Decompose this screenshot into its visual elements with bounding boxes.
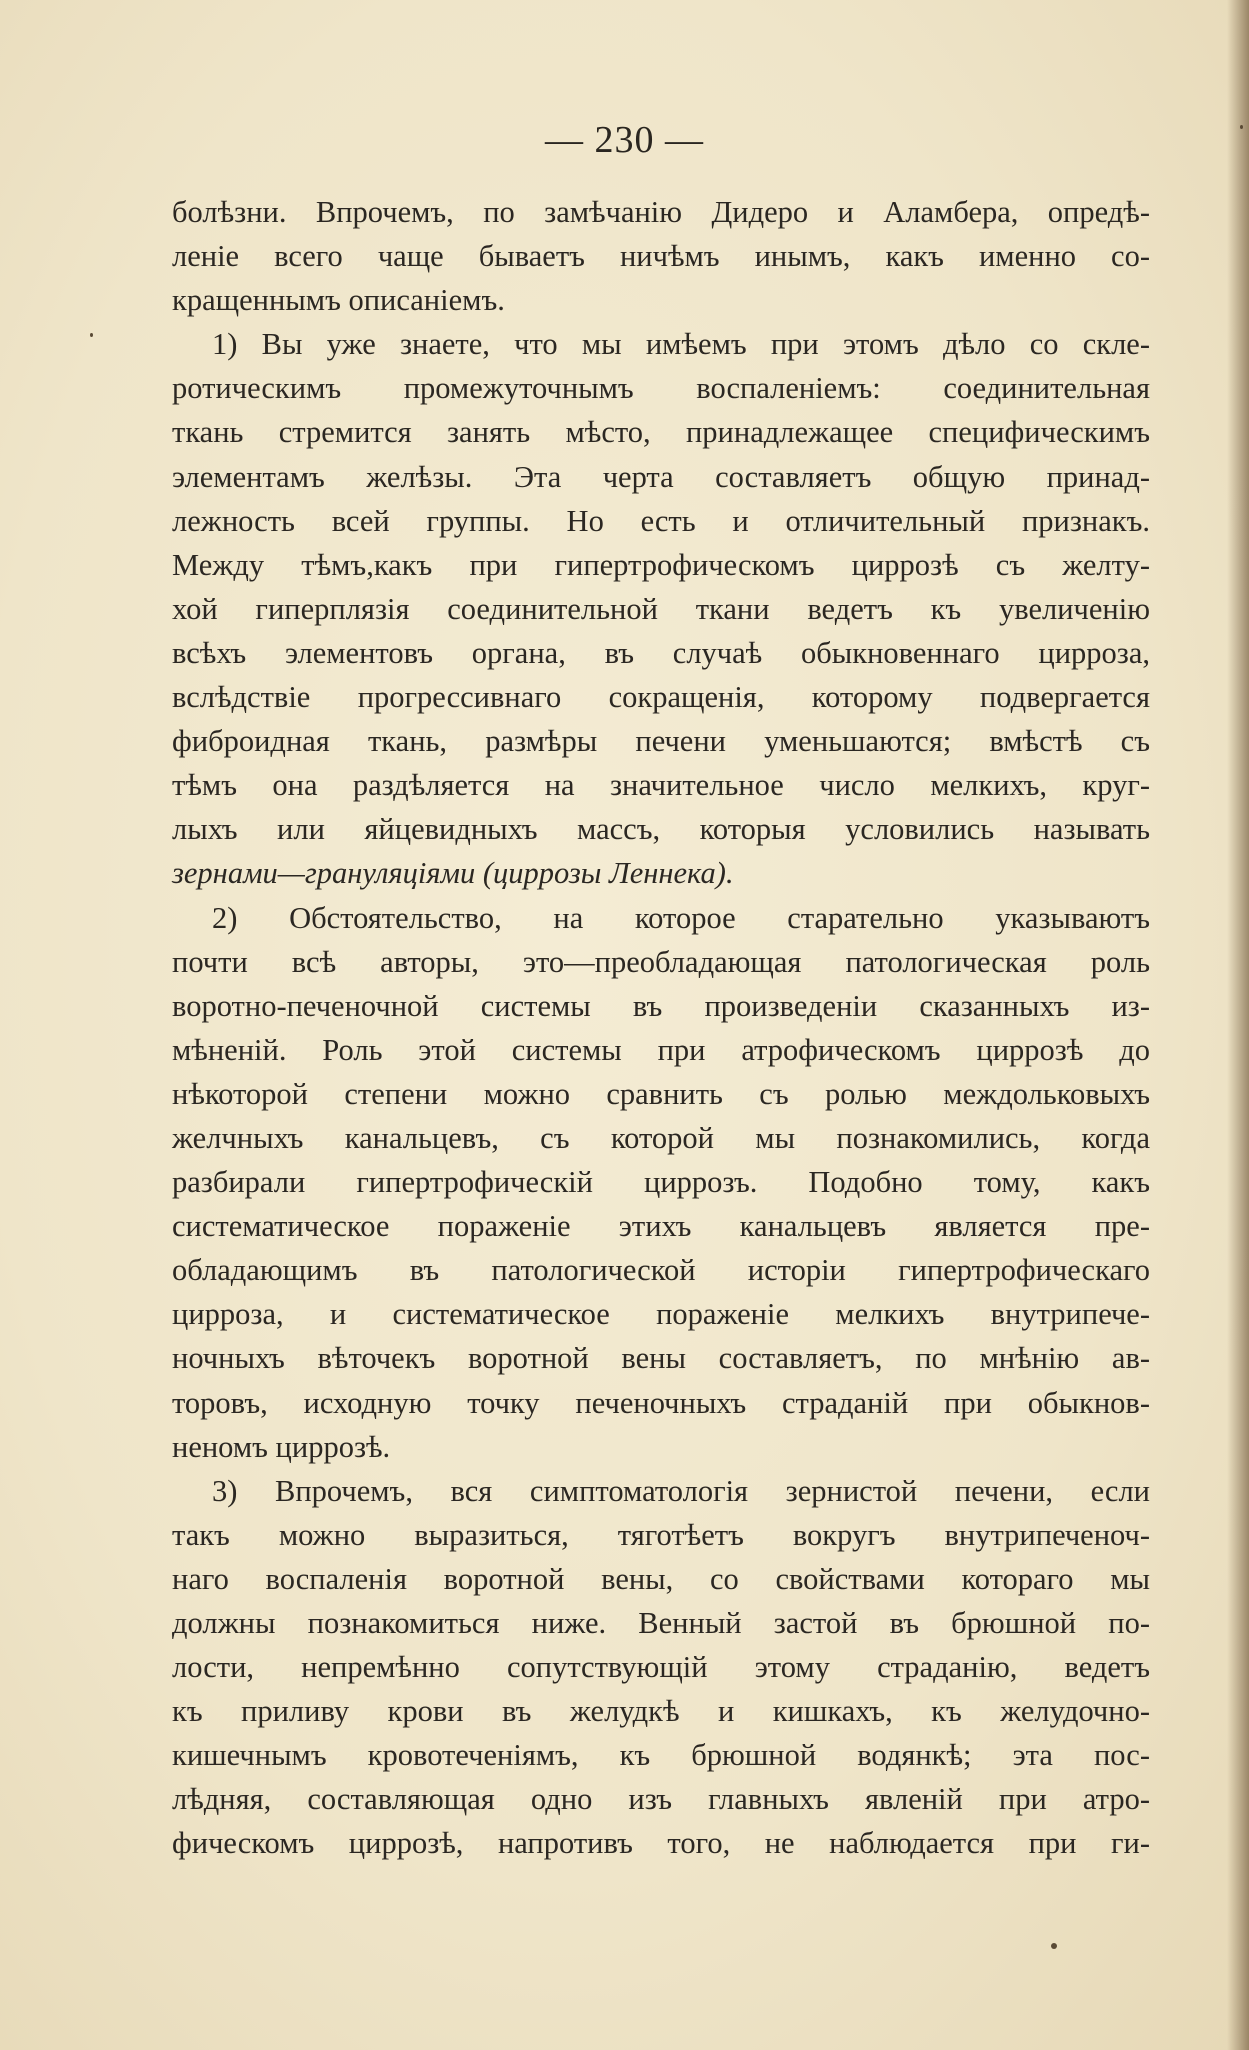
text-line: фиброидная ткань, размѣры печени уменьшаются; вмѣстѣ съ <box>172 724 1150 759</box>
text-line: Между тѣмъ,какъ при гипертрофическомъ циррозѣ съ желту- <box>172 547 1150 582</box>
text-line: зернами—грануляціями (циррозы Леннека). <box>172 856 734 891</box>
text-line: лежность всей группы. Но есть и отличительный признакъ. <box>172 503 1150 538</box>
text-line: ночныхъ вѣточекъ воротной вены составляетъ, по мнѣнію ав- <box>172 1341 1150 1376</box>
text-line: должны познакомиться ниже. Венный застой въ брюшной по- <box>172 1606 1150 1640</box>
text-line: лѣдняя, составляющая одно изъ главныхъ явленій при атро- <box>172 1782 1150 1817</box>
text-line: неномъ циррозѣ. <box>172 1429 391 1464</box>
text-line: лыхъ или яйцевидныхъ массъ, которыя условились называть <box>172 812 1150 847</box>
text-line: обладающимъ въ патологической исторіи гипертрофическаго <box>172 1253 1150 1288</box>
text-line: 3) Впрочемъ, вся симптоматологія зернистой печени, если <box>212 1473 1150 1508</box>
text-line: лости, непремѣнно сопутствующій этому страданію, ведетъ <box>172 1650 1150 1685</box>
paper-speck <box>90 333 93 337</box>
text-line: мѣненій. Роль этой системы при атрофическомъ циррозѣ до <box>172 1032 1150 1067</box>
text-line: фическомъ циррозѣ, напротивъ того, не наблюдается при ги- <box>172 1826 1150 1861</box>
text-line: воротно-печеночной системы въ произведеніи сказанныхъ из- <box>172 988 1150 1023</box>
text-line: леніе всего чаще бываетъ ничѣмъ инымъ, какъ именно со- <box>172 239 1150 274</box>
page-number: — 230 — <box>545 119 704 161</box>
page-edge-shadow <box>1227 0 1249 2050</box>
text-line: кращеннымъ описаніемъ. <box>172 283 505 318</box>
text-line: почти всѣ авторы, это—преобладающая патологическая роль <box>172 944 1150 979</box>
text-line: всѣхъ элементовъ органа, въ случаѣ обыкновеннаго цирроза, <box>172 635 1150 670</box>
text-line: элементамъ желѣзы. Эта черта составляетъ общую принад- <box>172 459 1150 494</box>
text-line: хой гиперплязія соединительной ткани ведетъ къ увеличенію <box>172 591 1150 626</box>
text-line: кишечнымъ кровотеченіямъ, къ брюшной водянкѣ; эта пос- <box>172 1738 1150 1773</box>
text-line: цирроза, и систематическое пораженіе мелкихъ внутрипече- <box>172 1297 1150 1332</box>
text-line: такъ можно выразиться, тяготѣетъ вокругъ внутрипеченоч- <box>172 1517 1150 1552</box>
text-line: тѣмъ она раздѣляется на значительное число мелкихъ, круг- <box>172 768 1150 803</box>
text-line: торовъ, исходную точку печеночныхъ страданій при обыкнов- <box>172 1385 1150 1420</box>
text-line: желчныхъ канальцевъ, съ которой мы познакомились, когда <box>172 1120 1150 1155</box>
paper-speck <box>1240 125 1243 129</box>
text-line: вслѣдствіе прогрессивнаго сокращенія, которому подвергается <box>172 680 1150 715</box>
text-line: 1) Вы уже знаете, что мы имѣемъ при этомъ дѣло со скле- <box>212 327 1150 362</box>
text-line: къ приливу крови въ желудкѣ и кишкахъ, къ желудочно- <box>172 1694 1150 1729</box>
text-line: ротическимъ промежуточнымъ воспаленіемъ: соединительная <box>172 371 1150 406</box>
text-line: болѣзни. Впрочемъ, по замѣчанію Дидеро и Аламбера, опредѣ- <box>172 195 1150 229</box>
text-line: нѣкоторой степени можно сравнить съ ролью междольковыхъ <box>172 1076 1150 1111</box>
text-line: ткань стремится занять мѣсто, принадлежащее специфическимъ <box>172 415 1150 450</box>
body-text <box>172 190 1150 1866</box>
text-line: разбирали гипертрофическій циррозъ. Подобно тому, какъ <box>172 1165 1150 1200</box>
text-line: 2) Обстоятельство, на которое старательно указываютъ <box>212 900 1150 935</box>
text-line: систематическое пораженіе этихъ канальцевъ является пре- <box>172 1209 1150 1244</box>
text-line: наго воспаленія воротной вены, со свойствами котораго мы <box>172 1561 1150 1596</box>
paper-speck <box>1051 1943 1057 1949</box>
